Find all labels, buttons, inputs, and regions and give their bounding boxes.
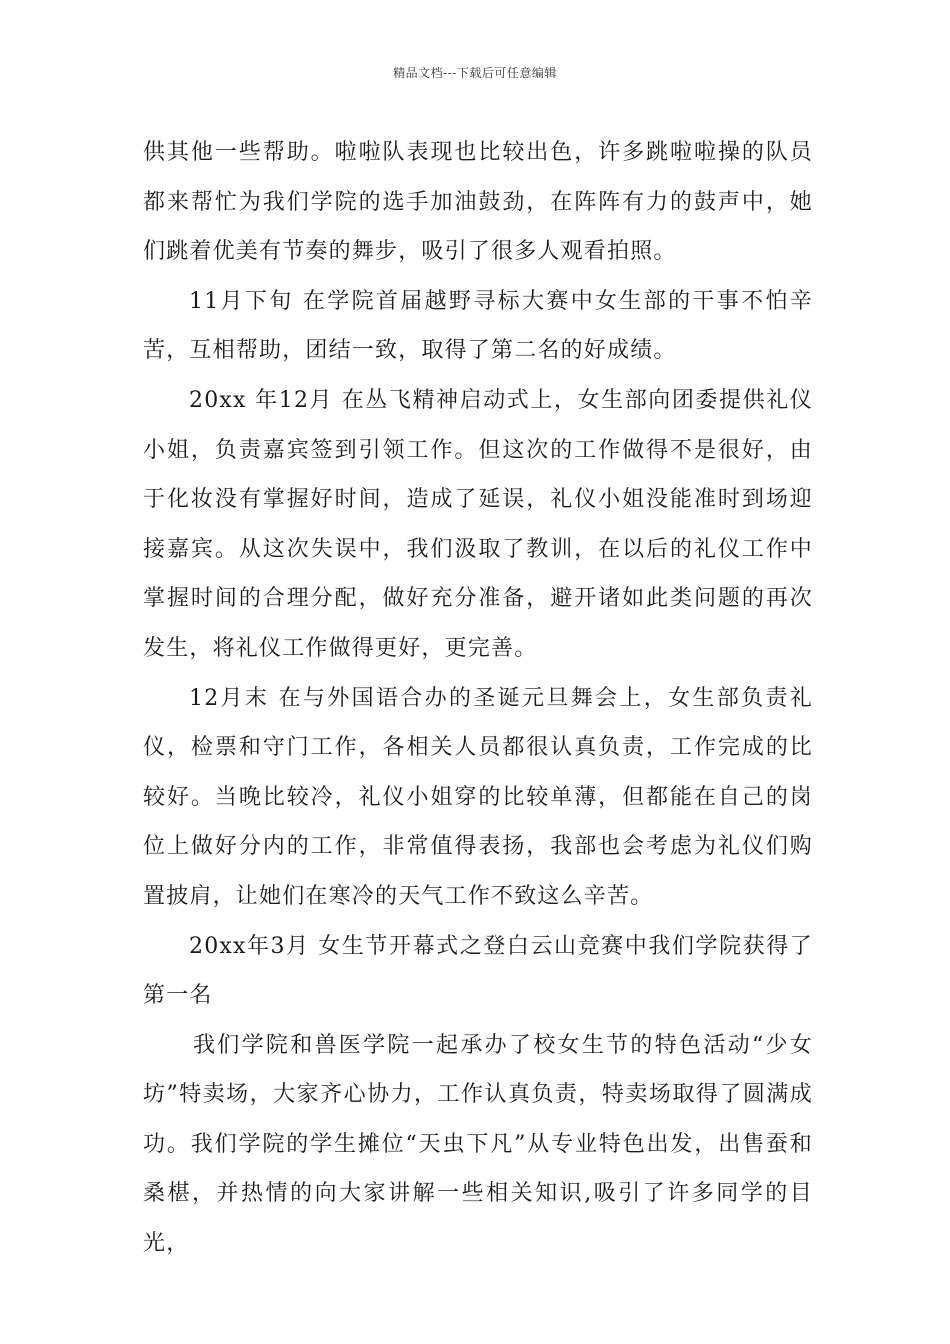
paragraph-december-dance: 12月末 在与外国语合办的圣诞元旦舞会上，女生部负责礼仪，检票和守门工作，各相关人员都很认真负责，工作完成的比较好。当晚比较冷，礼仪小姐穿的比较单薄，但都能在自己的岗位上做好分内的工作，非常值得表扬，我部也会考虑为礼仪们购置披肩，让她们在寒冷的天气工作不致这么辛苦。 [143,685,813,909]
paragraph-support: 供其他一些帮助。啦啦队表现也比较出色，许多跳啦啦操的队员都来帮忙为我们学院的选手加油鼓劲，在阵阵有力的鼓声中，她们跳着优美有节奏的舞步，吸引了很多人观看拍照。 [143,140,813,265]
paragraph-december-ceremony: 20xx 年12月 在丛飞精神启动式上，女生部向团委提供礼仪小姐，负责嘉宾签到引领工作。但这次的工作做得不是很好，由于化妆没有掌握好时间，造成了延误，礼仪小姐没能准时到场迎接嘉宾。从这次失误中，我们汲取了教训，在以后的礼仪工作中掌握时间的合理分配，做好充分准备，避开诸如此类问题的再次发生，将礼仪工作做得更好，更完善。 [143,387,813,661]
header-note: 精品文档---下载后可任意编辑 [393,66,557,80]
paragraph-girls-market: 我们学院和兽医学院一起承办了校女生节的特色活动“少女坊”特卖场，大家齐心协力，工作认真负责，特卖场取得了圆满成功。我们学院的学生摊位“天虫下凡”从专业特色出发，出售蚕和桑椹，并热情的向大家讲解一些相关知识,吸引了许多同学的目光， [143,1032,813,1257]
paragraph-november: 11月下旬 在学院首届越野寻标大赛中女生部的干事不怕辛苦，互相帮助，团结一致，取得了第二名的好成绩。 [143,288,813,364]
document-body [143,128,813,1269]
paragraph-march-contest: 20xx年3月 女生节开幕式之登白云山竞赛中我们学院获得了第一名 [143,933,813,1009]
